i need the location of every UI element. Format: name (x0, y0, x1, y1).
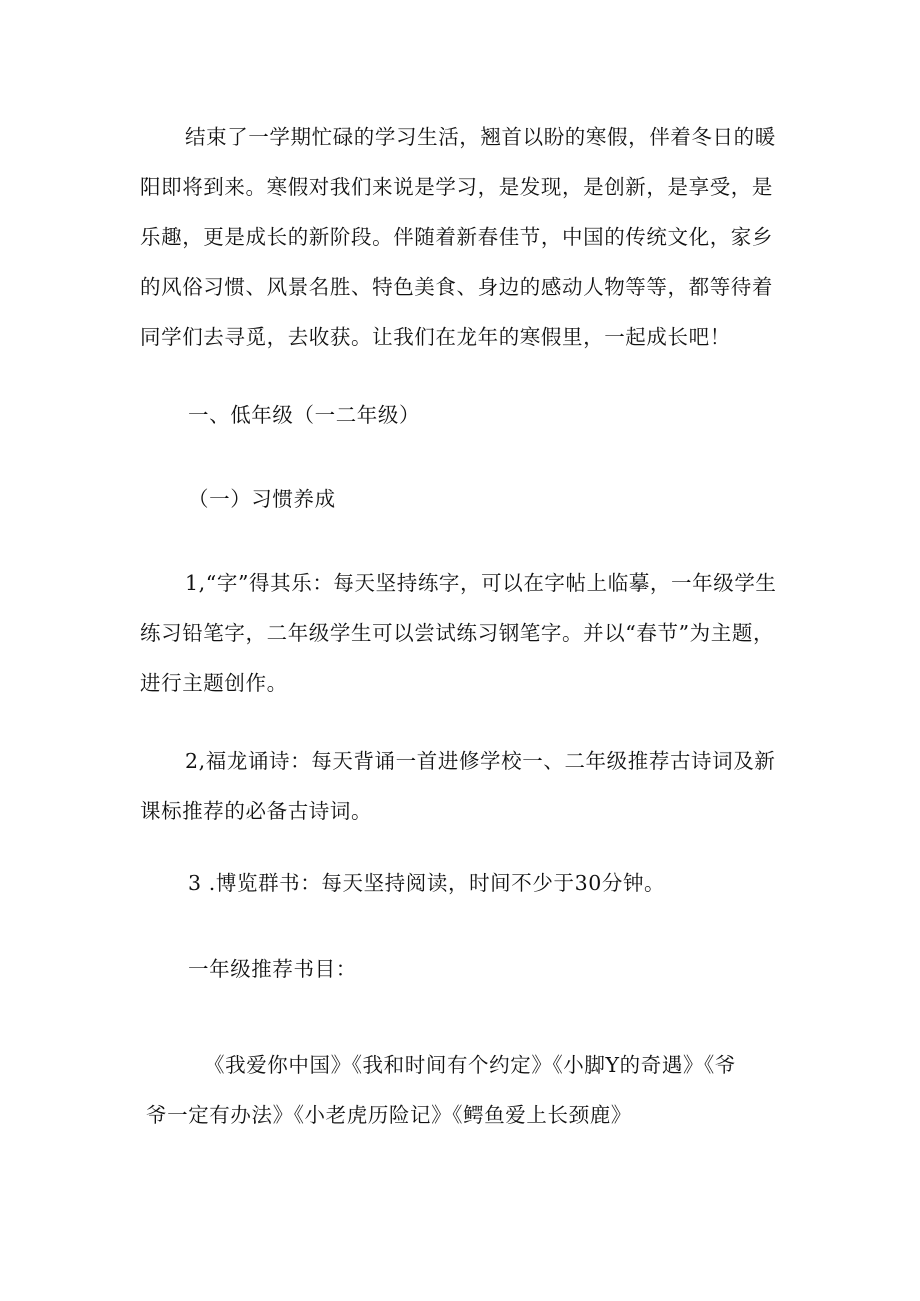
intro-paragraph: 结束了一学期忙碌的学习生活，翘首以盼的寒假，伴着冬日的暖阳即将到来。寒假对我们来说是学习，是发现，是创新，是享受，是乐趣，更是成长的新阶段。伴随着新春佳节，中国的传统文化，家乡的风俗习惯、风景名胜、特色美食、身边的感动人物等等，都等待着同学们去寻觅，去收获。让我们在龙年的寒假里，一起成长吧！ (140, 125, 776, 349)
item-1-paragraph: 1,“字”得其乐：每天坚持练字，可以在字帖上临摹，一年级学生练习铅笔字，二年级学生可以尝试练习钢笔字。并以“春节”为主题，进行主题创作。 (140, 571, 777, 695)
item-3-paragraph: 3 .博览群书：每天坚持阅读，时间不少于30分钟。 (188, 871, 666, 895)
book-list-line-1: 《我爱你中国》《我和时间有个约定》《小脚Y的奇遇》《爷 (204, 1053, 736, 1077)
section-heading: 一、低年级（一二年级） (188, 403, 421, 427)
item-2-paragraph: 2,福龙诵诗：每天背诵一首进修学校一、二年级推荐古诗词及新课标推荐的必备古诗词。 (140, 749, 776, 823)
subsection-heading: （一）习惯养成 (188, 487, 336, 511)
book-list-label: 一年级推荐书目： (188, 957, 357, 981)
book-list-line-2: 爷一定有办法》《小老虎历险记》《鳄鱼爱上长颈鹿》 (146, 1103, 632, 1127)
